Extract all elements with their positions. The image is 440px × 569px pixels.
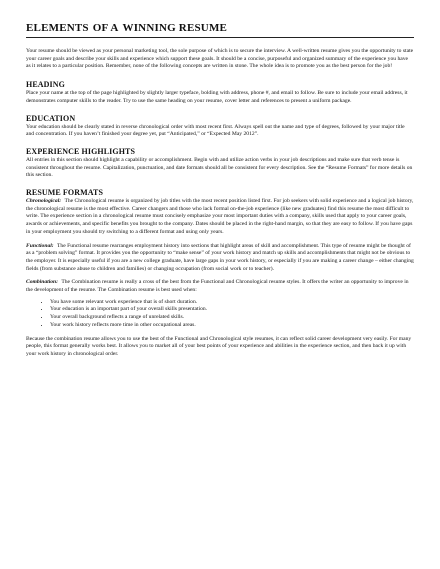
formats-section xyxy=(26,188,414,359)
heading-section-title: HEADING xyxy=(26,80,65,90)
functional-body: The Functional resume rearranges employment history into sections that highlight areas of skill and accomplishment. This type of resume might be thought of as a “problem solving” format. It provides you the opportunity to “make sense” of your work history and match up skills and accomplishments that might not be obvious to the employer. It is especially useful if you are a new college graduate, have large gaps in your work history, or especially if you are making a career change – either changing fields (from substance abuse to children and families) or changing occupation (from social work or to teacher). xyxy=(26,242,414,272)
experience-section xyxy=(26,147,414,180)
combination-body: The Combination resume is really a cross of the best from the Functional and Chronological resume styles. It offers the writer an opportunity to improve in the development of the resume. The Combination resume is best used when: xyxy=(26,279,409,294)
chronological-format xyxy=(26,198,414,237)
combination-bullet-list xyxy=(26,299,414,330)
experience-section-body: All entries in this section should highlight a capability or accomplishment. Begin with and utilize action verbs in your job descriptions and make sure that verb tense is consistent throughout the resume. Capitalization, punctuation, and date formats should all be consistent for every description. See the “Resume Formats” for more details on this section. xyxy=(26,156,413,179)
title-part-3: WINNING RESUME xyxy=(122,22,228,34)
intro-paragraph: Your resume should be viewed as your personal marketing tool, the sole purpose of which is to secure the interview. A well-written resume gives you the opportunity to state your career goals and describe your skills and experience which support these goals. It should be a concise, purposeful and organized summary of the experience you have as it relates to a particular position. Remember, none of the following concepts are written in stone. The whole idea is to promote you as the best person for the job! xyxy=(26,48,414,70)
document-content xyxy=(26,22,414,367)
title-part-2: OF A xyxy=(92,22,119,34)
title-part-1: ELEMENTS xyxy=(26,22,89,34)
education-section-title: EDUCATION xyxy=(26,113,76,123)
combination-paragraph xyxy=(26,279,414,294)
functional-label: Functional: xyxy=(26,242,54,249)
education-section-body: Your education should be clearly stated in reverse chronological order with most recent first. Always spell out the name and type of degrees, followed by your major title and concentration. If you haven’t finished your degree yet, put “Anticipated,” or “Expected May 2012”. xyxy=(26,123,405,138)
list-item: • Your education is an important part of your overall skills presentation. xyxy=(50,306,414,314)
list-item: • Your work history reflects more time in other occupational areas. xyxy=(50,322,414,330)
heading-section-body: Place your name at the top of the page highlighted by slightly larger typeface, bolding with address, phone #, and email to follow. Be sure to include your email address, it demonstrates computer skills to the reader. Try to use the same heading on your resume, cover letter and references to present a uniform package. xyxy=(26,90,408,104)
functional-paragraph xyxy=(26,243,414,274)
list-item: • You have some relevant work experience that is of short duration. xyxy=(50,299,414,307)
page-title xyxy=(26,22,414,38)
combination-format xyxy=(26,279,414,329)
education-section xyxy=(26,114,414,139)
formats-section-title: RESUME FORMATS xyxy=(26,188,104,198)
chronological-label: Chronological: xyxy=(26,198,62,205)
functional-format xyxy=(26,243,414,274)
combination-label: Combination: xyxy=(26,279,59,286)
chronological-paragraph xyxy=(26,198,414,237)
chronological-body: The Chronological resume is organized by job titles with the most recent position listed first. For job seekers with solid experience and a logical job history, the chronological resume is the most effective. Career changers and those who lack formal on-the-job experience (like new graduates) find this resume the most difficult to write. The experience section in a chronological resume must concisely emphasize your most important duties with a company, skills used that apply to your career goals, awards or achievements, and specific benefits you brought to the company. Dates should be placed in the right-hand margin, so that they are easy to follow. If you have gaps in your employment you should try switching to a different format and using only years. xyxy=(26,198,414,235)
list-item: • Your overall background reflects a range of unrelated skills. xyxy=(50,314,414,322)
closing-paragraph: Because the combination resume allows you to use the best of the Functional and Chronological style resumes, it can reflect solid career development very easily. For many people, this format generally works best. It allows you to market all of your best points of your experience and abilities in the experience section, and then back it up with your work history in chronological order. xyxy=(26,335,412,357)
experience-section-title: EXPERIENCE HIGHLIGHTS xyxy=(26,146,136,156)
heading-section xyxy=(26,80,414,105)
